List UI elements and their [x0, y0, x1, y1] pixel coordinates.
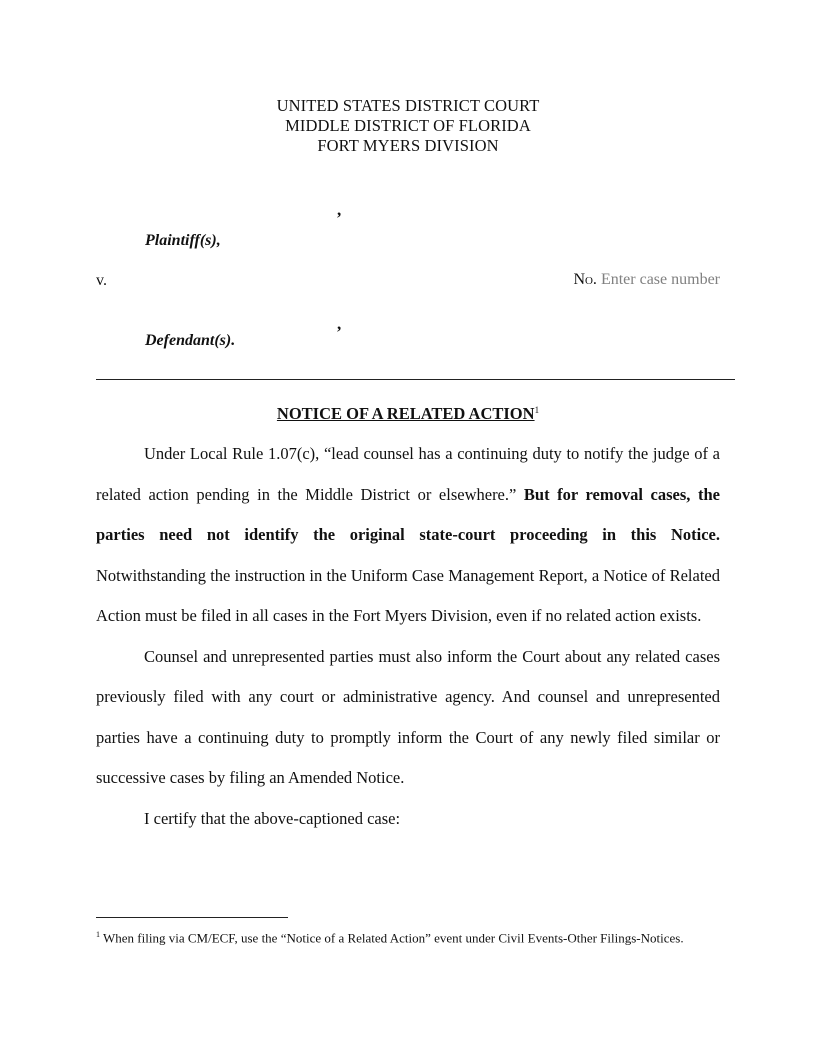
notice-body [96, 434, 720, 839]
versus-label: v. [96, 272, 107, 289]
paragraph-local-rule [96, 434, 720, 637]
plaintiff-comma: , [337, 200, 342, 219]
case-number-field[interactable]: Enter case number [600, 271, 720, 288]
paragraph-1-text-a: Under Local Rule 1.07(c), “lead counsel has a continuing duty to notify the judge of a related action pending in the Middle District or elsewhere.” [96, 444, 720, 504]
notice-title-text: NOTICE OF A RELATED ACTION [276, 404, 535, 423]
paragraph-certify: I certify that the above-captioned case: [144, 808, 401, 828]
footnote [96, 926, 720, 946]
court-division: FORT MYERS DIVISION [317, 136, 499, 155]
notice-title [0, 404, 816, 424]
plaintiff-label: Plaintiff(s), [145, 232, 221, 249]
footnote-ref: 1 [534, 404, 540, 415]
court-name: UNITED STATES DISTRICT COURT [276, 96, 540, 115]
removal-cases-bold: But for removal cases, the parties need not identify the original state-court proceeding in this Notice. [96, 484, 720, 544]
paragraph-counsel-duty: Counsel and unrepresented parties must also inform the Court about any related cases previously filed with any court or administrative agency. And counsel and unrepresented parties have a continuing duty to promptly inform the Court of any newly filed similar or successive cases by filing an Amended Notice. [96, 646, 720, 787]
court-heading [0, 96, 816, 156]
court-district: MIDDLE DISTRICT OF FLORIDA [285, 116, 531, 135]
case-number-label: No. [573, 271, 597, 288]
defendant-comma: , [337, 314, 342, 333]
footnote-text: When filing via CM/ECF, use the “Notice of a Related Action” event under Civil Events-Other Filings-Notices. [100, 930, 684, 946]
footnote-number: 1 [96, 930, 100, 939]
paragraph-1-text-b: Notwithstanding the instruction in the Uniform Case Management Report, a Notice of Related Action must be filed in all cases in the Fort Myers Division, even if no related action exists. [96, 565, 720, 625]
case-number-row [573, 271, 720, 289]
footnote-separator [96, 917, 288, 918]
caption-divider [96, 379, 735, 380]
defendant-label: Defendant(s). [145, 332, 236, 349]
